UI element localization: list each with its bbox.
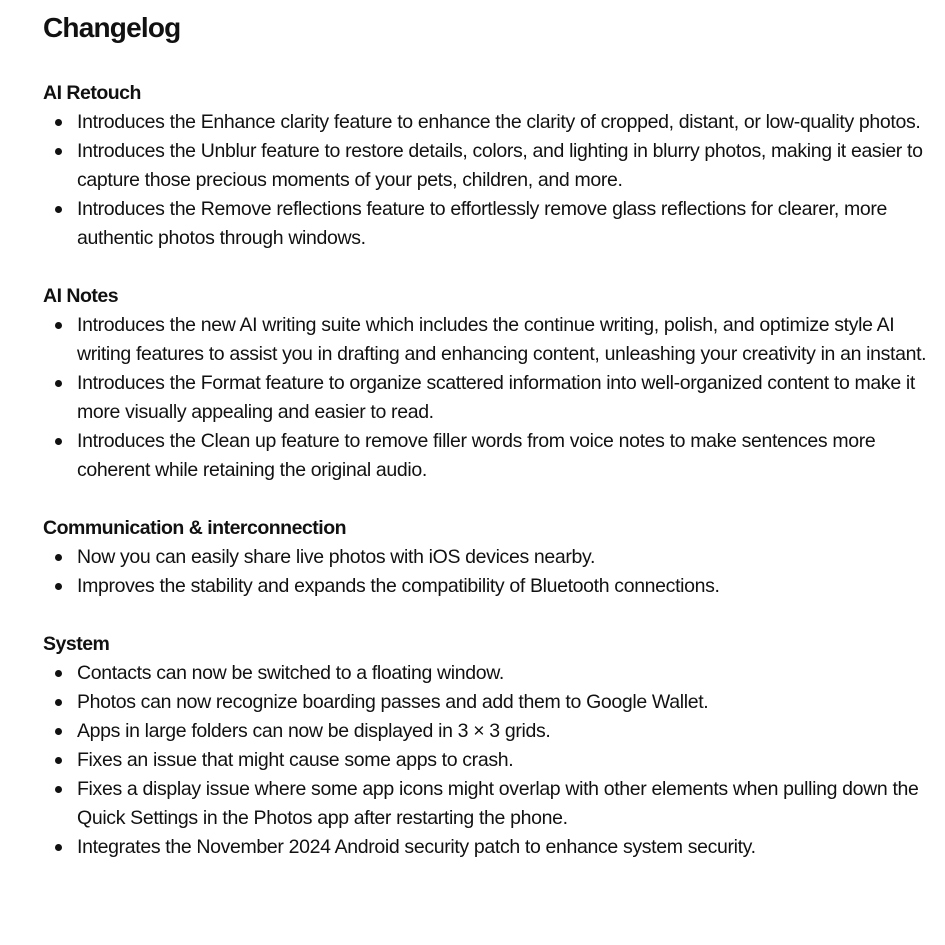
list-item-text: Introduces the Clean up feature to remove filler words from voice notes to make sentences more coherent while retaining the original audio. (77, 430, 876, 481)
list-item-text: Apps in large folders can now be displayed in 3 × 3 grids. (77, 720, 551, 742)
list-item (77, 572, 929, 601)
changelog-list (43, 543, 929, 601)
changelog-sections (43, 79, 929, 862)
changelog-section (43, 514, 929, 601)
bullet-icon (55, 583, 62, 590)
list-item-text: Now you can easily share live photos with iOS devices nearby. (77, 546, 596, 568)
list-item (77, 717, 929, 746)
bullet-icon (55, 728, 62, 735)
list-item (77, 427, 929, 485)
bullet-icon (55, 554, 62, 561)
list-item-text: Introduces the new AI writing suite which includes the continue writing, polish, and optimize style AI writing features to assist you in drafting and enhancing content, unleashing your creativity in an instant. (77, 314, 927, 365)
list-item (77, 746, 929, 775)
list-item (77, 775, 929, 833)
list-item-text: Fixes a display issue where some app icons might overlap with other elements when pulling down the Quick Settings in the Photos app after restarting the phone. (77, 778, 919, 829)
list-item-text: Photos can now recognize boarding passes and add them to Google Wallet. (77, 691, 709, 713)
bullet-icon (55, 322, 62, 329)
changelog-list (43, 108, 929, 253)
section-heading: Communication & interconnection (43, 517, 347, 539)
list-item (77, 543, 929, 572)
list-item-text: Introduces the Format feature to organize scattered information into well-organized content to make it more visually appealing and easier to read. (77, 372, 915, 423)
list-item (77, 137, 929, 195)
changelog-section (43, 79, 929, 253)
list-item (77, 311, 929, 369)
bullet-icon (55, 438, 62, 445)
list-item (77, 369, 929, 427)
list-item (77, 195, 929, 253)
list-item-text: Contacts can now be switched to a floating window. (77, 662, 504, 684)
changelog-section (43, 282, 929, 485)
list-item-text: Introduces the Enhance clarity feature to enhance the clarity of cropped, distant, or low-quality photos. (77, 111, 921, 133)
changelog-list (43, 659, 929, 862)
list-item (77, 833, 929, 862)
page-title: Changelog (43, 12, 181, 43)
section-heading: AI Retouch (43, 82, 141, 104)
list-item-text: Introduces the Unblur feature to restore details, colors, and lighting in blurry photos, making it easier to capture those precious moments of your pets, children, and more. (77, 140, 923, 191)
list-item-text: Fixes an issue that might cause some apps to crash. (77, 749, 514, 771)
bullet-icon (55, 699, 62, 706)
list-item (77, 659, 929, 688)
changelog-list (43, 311, 929, 485)
bullet-icon (55, 844, 62, 851)
bullet-icon (55, 148, 62, 155)
bullet-icon (55, 206, 62, 213)
list-item (77, 688, 929, 717)
section-heading: System (43, 633, 110, 655)
list-item-text: Improves the stability and expands the compatibility of Bluetooth connections. (77, 575, 720, 597)
bullet-icon (55, 119, 62, 126)
section-heading: AI Notes (43, 285, 119, 307)
bullet-icon (55, 786, 62, 793)
list-item (77, 108, 929, 137)
bullet-icon (55, 670, 62, 677)
list-item-text: Integrates the November 2024 Android security patch to enhance system security. (77, 836, 756, 858)
bullet-icon (55, 757, 62, 764)
changelog-section (43, 630, 929, 862)
list-item-text: Introduces the Remove reflections feature to effortlessly remove glass reflections for clearer, more authentic photos through windows. (77, 198, 888, 249)
bullet-icon (55, 380, 62, 387)
